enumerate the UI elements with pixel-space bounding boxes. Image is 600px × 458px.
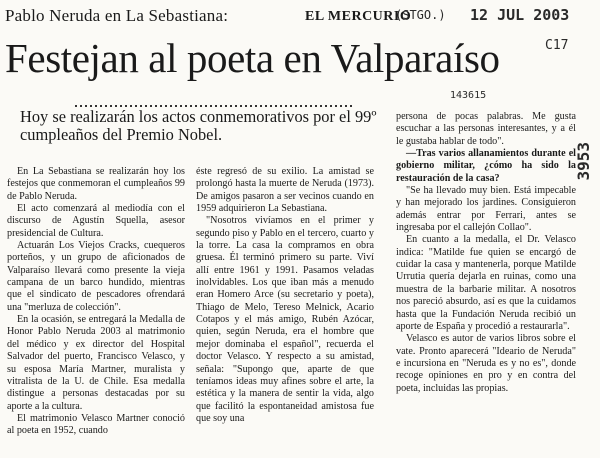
paragraph: Actuarán Los Viejos Cracks, cuequeros porteños, y un grupo de aficionados de Valparaíso llevará como presente la vieja campana de un barco hundido, mientras que el sindicato de pescadores ofrendará una "merluza de colección". — [7, 240, 185, 313]
article-headline: Festejan al poeta en Valparaíso — [5, 35, 500, 81]
paragraph: persona de pocas palabras. Me gusta escuchar a las personas interesantes, y a él le gustaba hablar de todo". — [396, 111, 576, 147]
newspaper-masthead: EL MERCURIO — [305, 9, 412, 24]
paragraph: Velasco es autor de varios libros sobre el vate. Pronto aparecerá "Ideario de Neruda" e incursiona en "Neruda es y no es", donde recoge opiniones en pro y en contra del poeta, incluidas las propias. — [396, 333, 576, 394]
article-kicker: Pablo Neruda en La Sebastiana: — [5, 6, 229, 25]
paragraph: éste regresó de su exilio. La amistad se prolongó hasta la muerte de Neruda (1973). De amigos pasaron a ser vecinos cuando en 1959 adquirieron La Sebastiana. — [196, 166, 374, 215]
interview-question: —Tras varios allanamientos durante el gobierno militar, ¿cómo ha sido la restauración de la casa? — [396, 148, 576, 184]
handwritten-source-note: (STGO.) — [395, 8, 446, 22]
article-dek: Hoy se realizarán los actos conmemorativos por el 99º cumpleaños del Premio Nobel. — [20, 107, 377, 144]
paragraph: En la ocasión, se entregará la Medalla de Honor Pablo Neruda 2003 al matrimonio del médico y ex director del Hospital Salvador del puerto, Francisco Velasco, y su esposa María Martner, muralista y vitralista de la U. de Chile. Esa medalla distingue a personas destacadas por su aporte a la cultura. — [7, 314, 185, 412]
handwritten-page-note: C17 — [545, 38, 569, 53]
article-column-3 — [396, 111, 576, 458]
article-column-2 — [196, 166, 374, 458]
paragraph: El matrimonio Velasco Martner conoció al poeta en 1952, cuando — [7, 412, 185, 437]
paragraph: El acto comenzará al mediodía con el discurso de Agustín Squella, asesor presidencial de Cultura. — [7, 203, 185, 239]
paragraph: "Se ha llevado muy bien. Está impecable y han mejorado los jardines. Consiguieron además entrar por Ferrari, antes se ingresaba por el callejón Collao". — [396, 185, 576, 234]
date-stamp: 12 JUL 2003 — [470, 6, 570, 24]
article-column-1 — [7, 166, 185, 458]
paragraph: En cuanto a la medalla, el Dr. Velasco indica: "Matilde fue quien se encargó de cuidar la casa y mantenerla, porque Matilde Urrutia quería dejarla en ruinas, como una muestra de la barbarie militar. A nosotros nos pareció absurdo, así es que la cuidamos hasta que la Fundación Neruda recibió un aporte de España y procedió a restaurarla". — [396, 234, 576, 332]
paragraph: En La Sebastiana se realizarán hoy los festejos que conmemoran el cumpleaños 99 de Pablo Neruda. — [7, 166, 185, 202]
paragraph: "Nosotros vivíamos en el primer y segundo piso y Pablo en el tercero, cuarto y la torre. La casa la compramos en obra gruesa. Él terminó primero su parte. Viví allí entre 1961 y 1991. Pasamos veladas inolvidables. Los que iban más a menudo eran Homero Arce (su secretario y poeta), Thiago de Melo, Tereso Melnick, Acario Cotapos y el más amigo, Rubén Azócar, quien, según Neruda, era el hombre que mejor dominaba el español", recuerda el doctor Velasco. Y respecto a su amistad, señala: "Supongo que, aparte de que teníamos ideas muy afines sobre el arte, la estética y la manera de sentir la vida, algo que facilitó la espontaneidad amistosa fue que soy una — [196, 215, 374, 424]
handwritten-side-number: 3953 — [574, 142, 593, 181]
handwritten-archive-number: 143615 — [450, 90, 487, 101]
